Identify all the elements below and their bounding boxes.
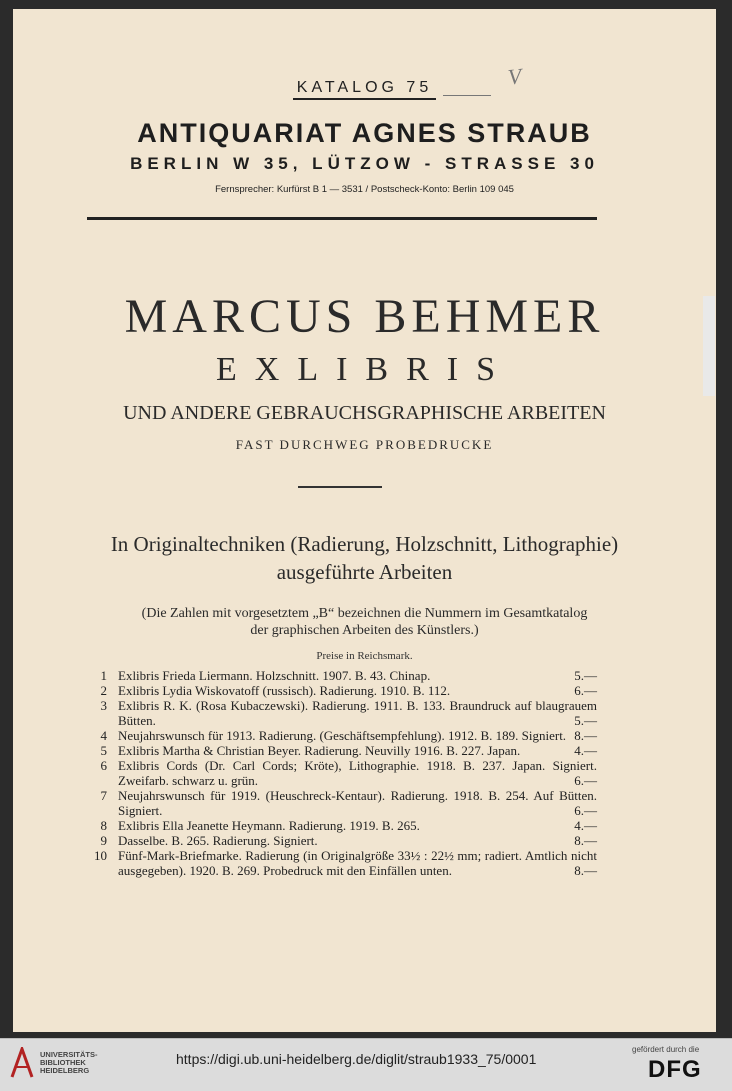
item-number: 4 bbox=[100, 728, 107, 743]
artist-title: MARCUS BEHMER bbox=[124, 290, 605, 343]
header-rule bbox=[87, 217, 597, 220]
subtitle-small: FAST DURCHWEG PROBEDRUCKE bbox=[235, 437, 494, 452]
library-line-1: UNIVERSITÄTS- bbox=[40, 1050, 98, 1059]
page-edge-strip bbox=[703, 296, 715, 396]
item-text-block bbox=[118, 743, 597, 758]
item-text-block bbox=[118, 683, 597, 698]
note-line-2: der graphischen Arbeiten des Künstlers.) bbox=[250, 623, 479, 638]
funder-logo: DFG bbox=[648, 1056, 702, 1083]
list-item bbox=[91, 698, 597, 728]
library-name bbox=[40, 1051, 98, 1075]
item-number: 10 bbox=[94, 848, 107, 863]
item-description: Exlibris Ella Jeanette Heymann. Radierung. 1919. B. 265. bbox=[118, 818, 420, 833]
item-description: Exlibris Cords (Dr. Carl Cords; Kröte), Lithographie. 1918. B. 237. Japan. Signiert. Zweifarb. schwarz u. grün. bbox=[118, 758, 597, 788]
item-number: 7 bbox=[100, 788, 107, 803]
item-price: 5.— bbox=[574, 713, 597, 728]
item-number: 6 bbox=[100, 758, 107, 773]
funder-note: gefördert durch die bbox=[632, 1045, 700, 1054]
handwritten-dash bbox=[443, 95, 491, 96]
item-price: 6.— bbox=[574, 773, 597, 788]
catalog-page bbox=[13, 9, 716, 1032]
list-item bbox=[91, 848, 597, 878]
item-number: 9 bbox=[100, 833, 107, 848]
item-text-block bbox=[118, 818, 597, 833]
item-price: 6.— bbox=[574, 683, 597, 698]
prices-label: Preise in Reichsmark. bbox=[316, 650, 413, 662]
item-text-block bbox=[118, 788, 597, 818]
handwritten-mark: V bbox=[506, 63, 523, 90]
item-description: Exlibris Lydia Wiskovatoff (russisch). Radierung. 1910. B. 112. bbox=[118, 683, 451, 698]
item-number: 5 bbox=[100, 743, 107, 758]
item-description: Exlibris R. K. (Rosa Kubaczewski). Radierung. 1911. B. 133. Braundruck auf blaugrauem Bütten. bbox=[118, 698, 597, 728]
list-item bbox=[91, 758, 597, 788]
permalink-url[interactable]: https://digi.ub.uni-heidelberg.de/diglit/straub1933_75/0001 bbox=[176, 1051, 537, 1067]
item-number: 8 bbox=[100, 818, 107, 833]
list-item bbox=[91, 743, 597, 758]
library-line-2: BIBLIOTHEK bbox=[40, 1058, 86, 1067]
item-description: Exlibris Frieda Liermann. Holzschnitt. 1907. B. 43. Chinap. bbox=[118, 668, 431, 683]
list-item bbox=[91, 683, 597, 698]
firm-address: BERLIN W 35, LÜTZOW - STRASSE 30 bbox=[130, 154, 599, 173]
item-text-block bbox=[118, 833, 597, 848]
item-text-block bbox=[118, 848, 597, 878]
item-text-block bbox=[118, 758, 597, 788]
item-price: 8.— bbox=[574, 833, 597, 848]
contact-line: Fernsprecher: Kurfürst B 1 — 3531 / Postscheck-Konto: Berlin 109 045 bbox=[215, 184, 514, 195]
technique-line-2: ausgeführte Arbeiten bbox=[276, 560, 453, 584]
item-description: Dasselbe. B. 265. Radierung. Signiert. bbox=[118, 833, 318, 848]
list-item bbox=[91, 818, 597, 833]
subtitle: UND ANDERE GEBRAUCHSGRAPHISCHE ARBEITEN bbox=[123, 402, 606, 424]
item-price: 8.— bbox=[574, 728, 597, 743]
item-price: 4.— bbox=[574, 818, 597, 833]
item-number: 1 bbox=[100, 668, 107, 683]
item-number: 2 bbox=[100, 683, 107, 698]
library-line-3: HEIDELBERG bbox=[40, 1066, 90, 1075]
divider-rule bbox=[298, 486, 382, 488]
library-logo-icon bbox=[10, 1047, 34, 1079]
item-list bbox=[91, 668, 597, 878]
list-item bbox=[91, 788, 597, 818]
item-description: Exlibris Martha & Christian Beyer. Radierung. Neuvilly 1916. B. 227. Japan. bbox=[118, 743, 521, 758]
item-number: 3 bbox=[100, 698, 107, 713]
catalog-number: KATALOG 75 bbox=[13, 79, 716, 97]
list-item bbox=[91, 728, 597, 743]
item-text-block bbox=[118, 698, 597, 728]
item-description: Neujahrswunsch für 1913. Radierung. (Geschäftsempfehlung). 1912. B. 189. Signiert. bbox=[118, 728, 567, 743]
firm-name: ANTIQUARIAT AGNES STRAUB bbox=[137, 118, 592, 148]
technique-line-1: In Originaltechniken (Radierung, Holzschnitt, Lithographie) bbox=[110, 532, 619, 556]
subject-title: EXLIBRIS bbox=[216, 351, 513, 388]
viewer-footer bbox=[0, 1038, 732, 1091]
item-description: Neujahrswunsch für 1919. (Heuschreck-Kentaur). Radierung. 1918. B. 254. Auf Bütten. Signiert. bbox=[118, 788, 597, 818]
item-price: 6.— bbox=[574, 803, 597, 818]
item-description: Fünf-Mark-Briefmarke. Radierung (in Originalgröße 33½ : 22½ mm; radiert. Amtlich nicht ausgegeben). 1920. B. 269. Probedruck mit den Einfällen unten. bbox=[118, 848, 597, 878]
note-line-1: (Die Zahlen mit vorgesetztem „B“ bezeichnen die Nummern im Gesamtkatalog bbox=[141, 606, 588, 621]
item-text-block bbox=[118, 728, 597, 743]
item-price: 4.— bbox=[574, 743, 597, 758]
list-item bbox=[91, 668, 597, 683]
item-price: 8.— bbox=[574, 863, 597, 878]
item-text-block bbox=[118, 668, 597, 683]
list-item bbox=[91, 833, 597, 848]
item-price: 5.— bbox=[574, 668, 597, 683]
